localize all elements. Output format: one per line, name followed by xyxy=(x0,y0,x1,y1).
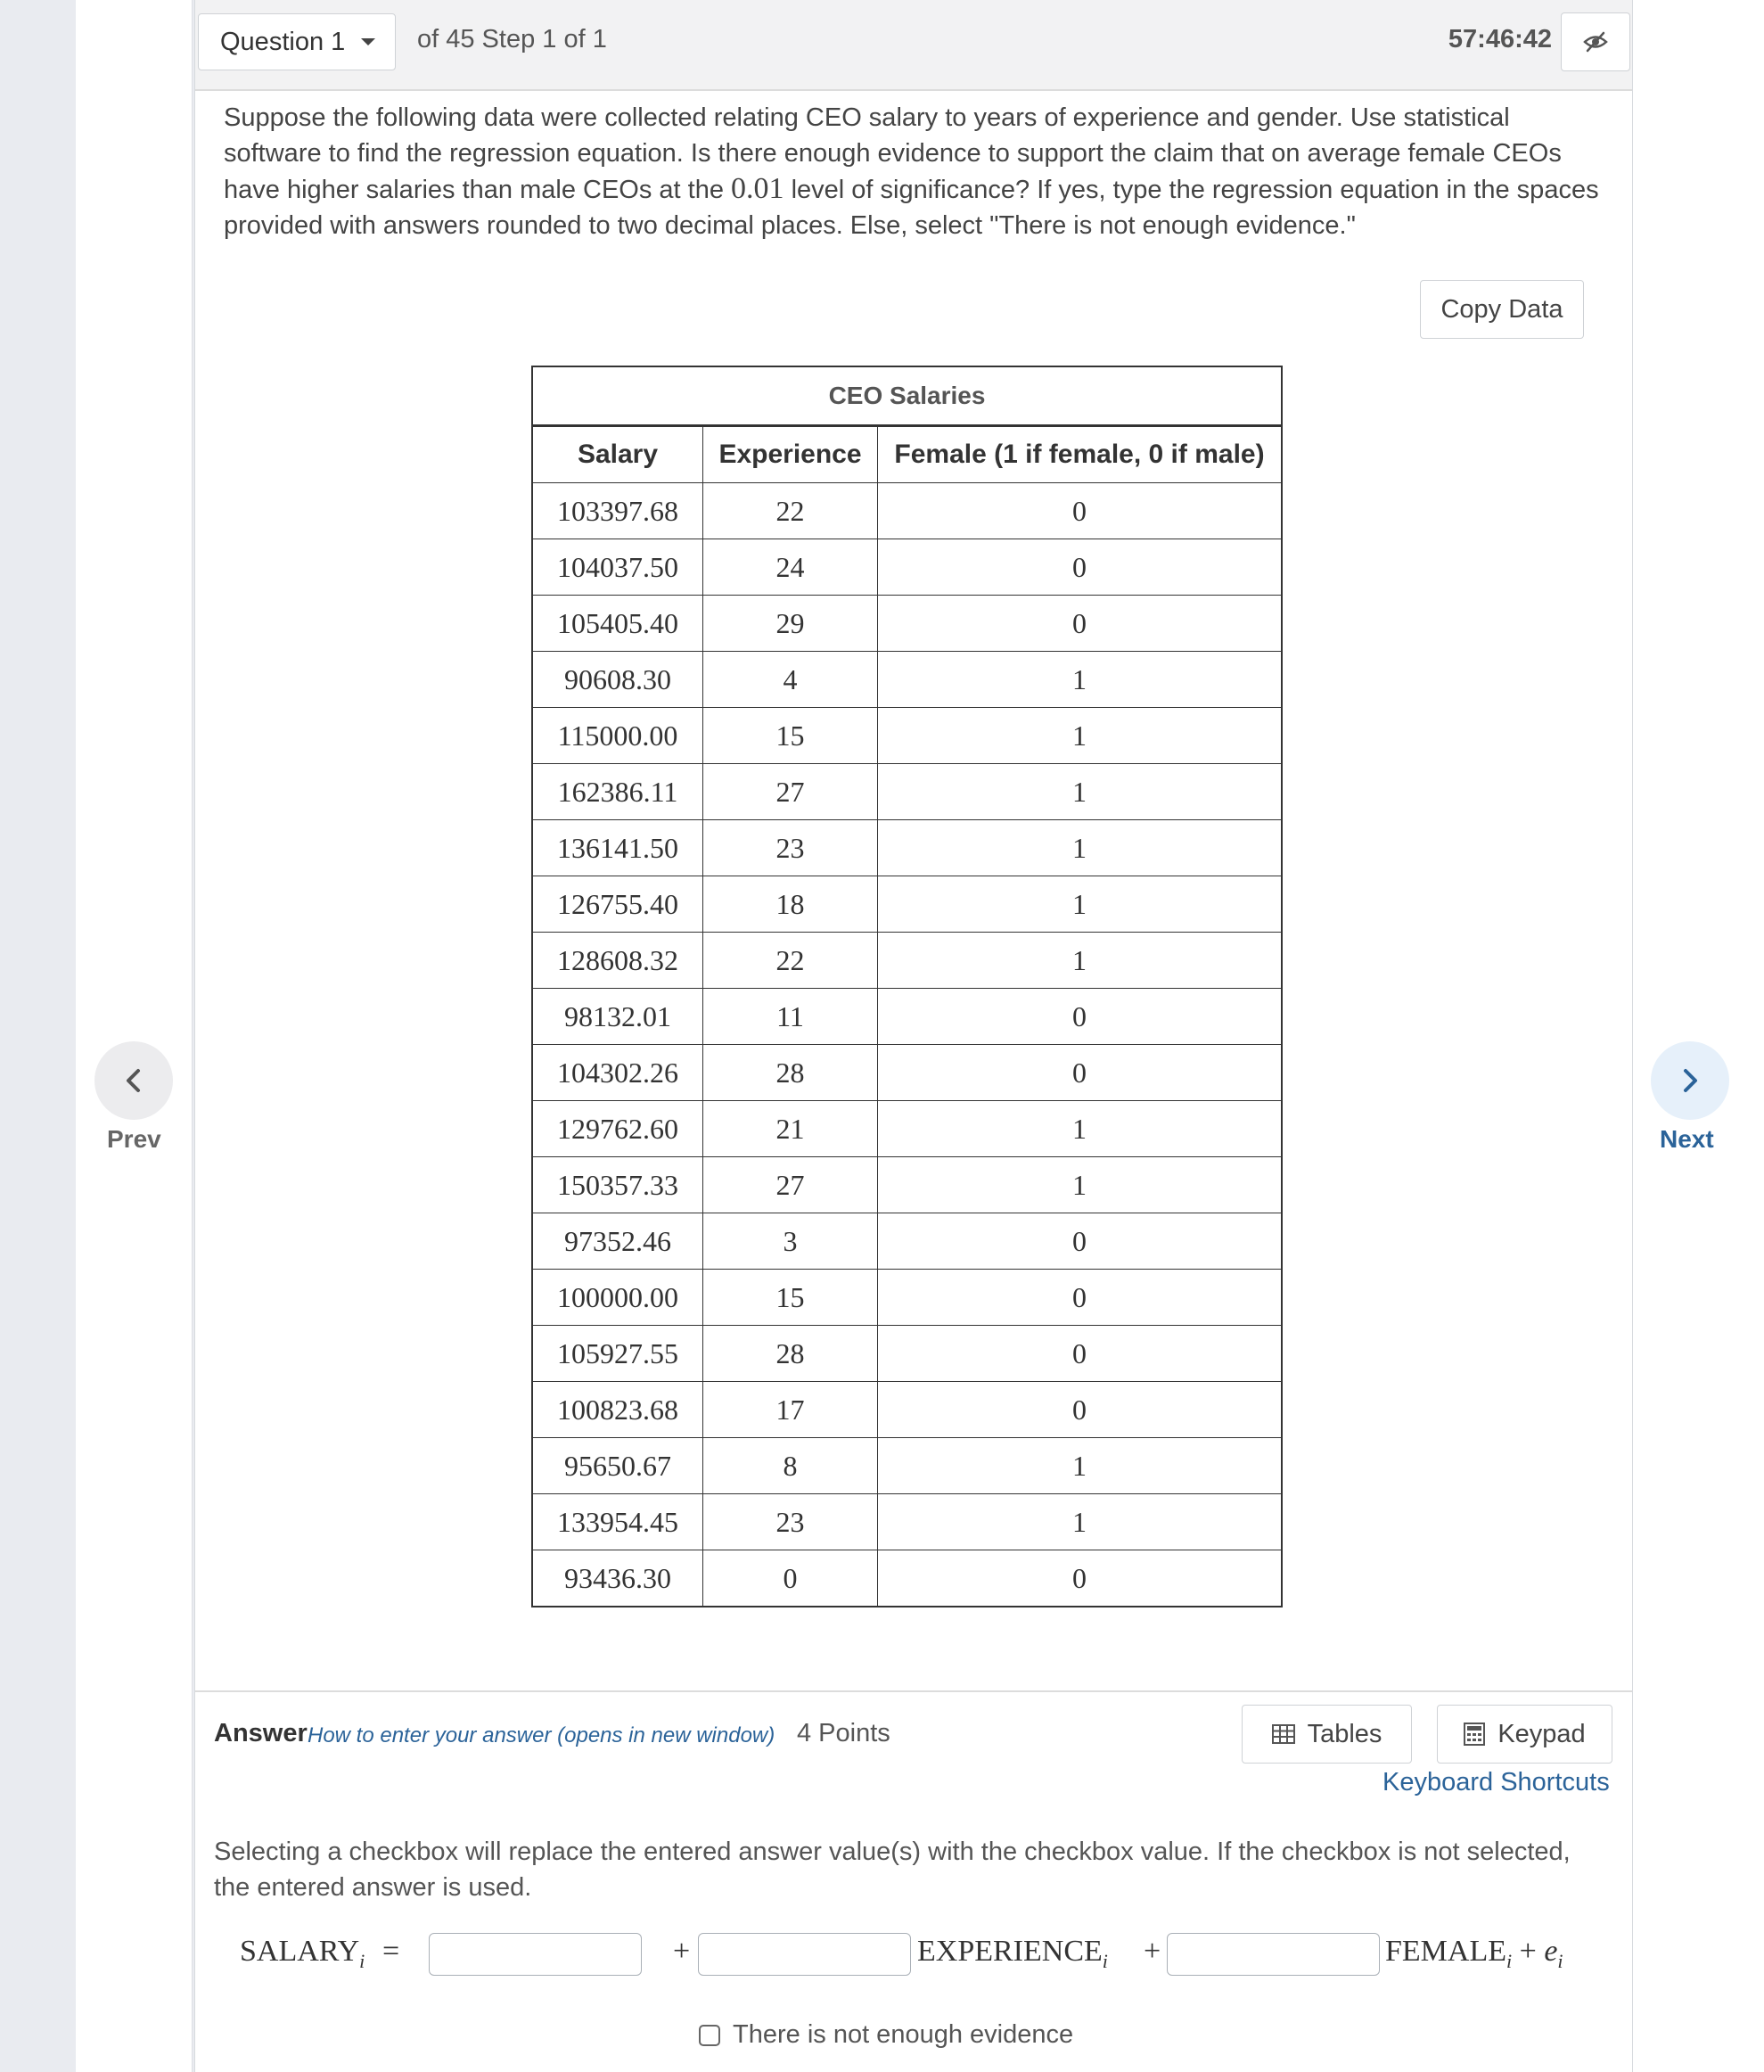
table-row xyxy=(532,596,1282,652)
cell-experience: 15 xyxy=(703,1270,878,1326)
female-term xyxy=(1385,1935,1563,1973)
table-row xyxy=(532,1382,1282,1438)
table-row xyxy=(532,483,1282,539)
cell-female: 1 xyxy=(878,1494,1283,1550)
error-subscript: i xyxy=(1557,1949,1563,1972)
cell-salary: 95650.67 xyxy=(532,1438,703,1494)
question-header xyxy=(195,0,1632,91)
cell-salary: 93436.30 xyxy=(532,1550,703,1607)
keypad-button[interactable] xyxy=(1437,1705,1612,1764)
question-text-part1: Suppose the following data were collected relating CEO salary to years of experience and gender. Use statistical software to find the regression equation. Is there enough evidence to support the claim that on average female CEOs have higher salaries than male CEOs at the xyxy=(224,103,1562,204)
cell-female: 0 xyxy=(878,989,1283,1045)
prev-button[interactable] xyxy=(94,1041,173,1120)
table-row xyxy=(532,989,1282,1045)
hide-timer-button[interactable] xyxy=(1561,12,1630,71)
tables-button-label: Tables xyxy=(1307,1719,1382,1748)
left-gutter xyxy=(76,0,193,2072)
cell-salary: 103397.68 xyxy=(532,483,703,539)
plus-sign-2: + xyxy=(1144,1935,1161,1968)
cell-salary: 105927.55 xyxy=(532,1326,703,1382)
prev-label[interactable]: Prev xyxy=(107,1125,161,1153)
cell-salary: 104302.26 xyxy=(532,1045,703,1101)
cell-salary: 104037.50 xyxy=(532,539,703,596)
experience-term xyxy=(917,1935,1108,1973)
table-row xyxy=(532,820,1282,876)
chevron-left-icon xyxy=(122,1067,145,1094)
cell-experience: 17 xyxy=(703,1382,878,1438)
table-row xyxy=(532,764,1282,820)
question-panel xyxy=(194,0,1633,2072)
plus-sign-1: + xyxy=(673,1935,691,1968)
right-gutter xyxy=(1630,0,1764,2072)
cell-experience: 4 xyxy=(703,652,878,708)
equals-sign: = xyxy=(382,1935,400,1968)
cell-salary: 98132.01 xyxy=(532,989,703,1045)
cell-female: 1 xyxy=(878,708,1283,764)
cell-female: 0 xyxy=(878,1045,1283,1101)
female-subscript: i xyxy=(1506,1949,1513,1972)
cell-experience: 11 xyxy=(703,989,878,1045)
cell-experience: 27 xyxy=(703,764,878,820)
cell-experience: 15 xyxy=(703,708,878,764)
cell-salary: 105405.40 xyxy=(532,596,703,652)
table-row xyxy=(532,1550,1282,1607)
table-row xyxy=(532,652,1282,708)
table-row xyxy=(532,933,1282,989)
timer: 57:46:42 xyxy=(1448,25,1552,53)
cell-salary: 90608.30 xyxy=(532,652,703,708)
cell-experience: 23 xyxy=(703,1494,878,1550)
intercept-input[interactable] xyxy=(429,1933,642,1976)
cell-female: 0 xyxy=(878,1270,1283,1326)
female-coefficient-input[interactable] xyxy=(1167,1933,1380,1976)
cell-female: 1 xyxy=(878,1157,1283,1213)
error-term: e xyxy=(1544,1935,1558,1968)
experience-subscript: i xyxy=(1102,1949,1108,1972)
question-selector[interactable] xyxy=(198,13,396,70)
cell-female: 1 xyxy=(878,820,1283,876)
cell-female: 1 xyxy=(878,933,1283,989)
salary-subscript: i xyxy=(359,1949,365,1972)
cell-experience: 21 xyxy=(703,1101,878,1157)
table-row xyxy=(532,708,1282,764)
table-row xyxy=(532,1438,1282,1494)
cell-female: 0 xyxy=(878,1382,1283,1438)
next-button[interactable] xyxy=(1651,1041,1729,1120)
table-row xyxy=(532,1494,1282,1550)
significance-level: 0.01 xyxy=(731,172,784,205)
cell-female: 1 xyxy=(878,1438,1283,1494)
table-row xyxy=(532,1101,1282,1157)
table-icon xyxy=(1272,1724,1295,1744)
tables-button[interactable] xyxy=(1242,1705,1412,1764)
answer-label: Answer xyxy=(214,1719,308,1747)
table-row xyxy=(532,1270,1282,1326)
eye-slash-icon xyxy=(1582,31,1609,53)
regression-equation xyxy=(240,1926,1630,1979)
chevron-right-icon xyxy=(1678,1067,1702,1094)
cell-experience: 0 xyxy=(703,1550,878,1607)
cell-female: 0 xyxy=(878,596,1283,652)
calculator-icon xyxy=(1464,1723,1485,1746)
ceo-salaries-table xyxy=(531,366,1283,1607)
column-header-experience: Experience xyxy=(703,426,878,483)
cell-female: 0 xyxy=(878,1326,1283,1382)
column-header-salary: Salary xyxy=(532,426,703,483)
cell-female: 0 xyxy=(878,539,1283,596)
cell-experience: 28 xyxy=(703,1045,878,1101)
cell-salary: 133954.45 xyxy=(532,1494,703,1550)
question-selector-label: Question 1 xyxy=(220,27,346,56)
cell-experience: 3 xyxy=(703,1213,878,1270)
cell-experience: 18 xyxy=(703,876,878,933)
experience-label: EXPERIENCE xyxy=(917,1935,1103,1968)
not-enough-evidence-option[interactable] xyxy=(699,2020,1073,2050)
female-label: FEMALE xyxy=(1385,1935,1506,1968)
answer-divider xyxy=(195,1690,1632,1692)
how-to-answer-link[interactable]: How to enter your answer (opens in new window) xyxy=(308,1723,775,1747)
salary-label: SALARY xyxy=(240,1935,360,1968)
cell-female: 0 xyxy=(878,483,1283,539)
cell-female: 0 xyxy=(878,1550,1283,1607)
cell-female: 1 xyxy=(878,764,1283,820)
cell-salary: 126755.40 xyxy=(532,876,703,933)
column-header-female: Female (1 if female, 0 if male) xyxy=(878,426,1283,483)
table-row xyxy=(532,539,1282,596)
not-enough-evidence-checkbox[interactable] xyxy=(699,2025,720,2046)
points-value: 4 Points xyxy=(797,1719,890,1747)
checkbox-instructions: Selecting a checkbox will replace the entered answer value(s) with the checkbox value. If the checkbox is not selected, the entered answer is used. xyxy=(214,1838,1571,1902)
cell-experience: 23 xyxy=(703,820,878,876)
question-position: of 45 Step 1 of 1 xyxy=(417,25,607,53)
cell-salary: 136141.50 xyxy=(532,820,703,876)
cell-experience: 22 xyxy=(703,483,878,539)
cell-female: 0 xyxy=(878,1213,1283,1270)
cell-salary: 100823.68 xyxy=(532,1382,703,1438)
table-row xyxy=(532,1326,1282,1382)
cell-experience: 29 xyxy=(703,596,878,652)
question-text-part2: level of significance? If yes, type the regression equation in the spaces provided with answers rounded to two decimal places. Else, select "There is not enough evidence." xyxy=(224,176,1599,240)
table-title: CEO Salaries xyxy=(532,366,1282,426)
cell-female: 1 xyxy=(878,652,1283,708)
experience-coefficient-input[interactable] xyxy=(698,1933,911,1976)
cell-experience: 22 xyxy=(703,933,878,989)
cell-salary: 128608.32 xyxy=(532,933,703,989)
cell-salary: 162386.11 xyxy=(532,764,703,820)
keypad-button-label: Keypad xyxy=(1497,1719,1586,1748)
cell-experience: 28 xyxy=(703,1326,878,1382)
cell-salary: 115000.00 xyxy=(532,708,703,764)
keyboard-shortcuts-link[interactable]: Keyboard Shortcuts xyxy=(1382,1768,1610,1797)
not-enough-evidence-label[interactable]: There is not enough evidence xyxy=(733,2020,1074,2049)
caret-down-icon xyxy=(361,38,375,45)
cell-experience: 24 xyxy=(703,539,878,596)
plus-sign-3: + xyxy=(1519,1935,1537,1968)
cell-salary: 129762.60 xyxy=(532,1101,703,1157)
question-text xyxy=(224,100,1614,243)
cell-salary: 100000.00 xyxy=(532,1270,703,1326)
cell-salary: 97352.46 xyxy=(532,1213,703,1270)
table-row xyxy=(532,1045,1282,1101)
cell-female: 1 xyxy=(878,1101,1283,1157)
cell-salary: 150357.33 xyxy=(532,1157,703,1213)
cell-experience: 27 xyxy=(703,1157,878,1213)
cell-female: 1 xyxy=(878,876,1283,933)
table-row xyxy=(532,876,1282,933)
salary-term xyxy=(240,1935,365,1973)
copy-data-button[interactable]: Copy Data xyxy=(1420,280,1584,339)
next-label[interactable]: Next xyxy=(1660,1125,1714,1153)
table-row xyxy=(532,1157,1282,1213)
table-row xyxy=(532,1213,1282,1270)
cell-experience: 8 xyxy=(703,1438,878,1494)
